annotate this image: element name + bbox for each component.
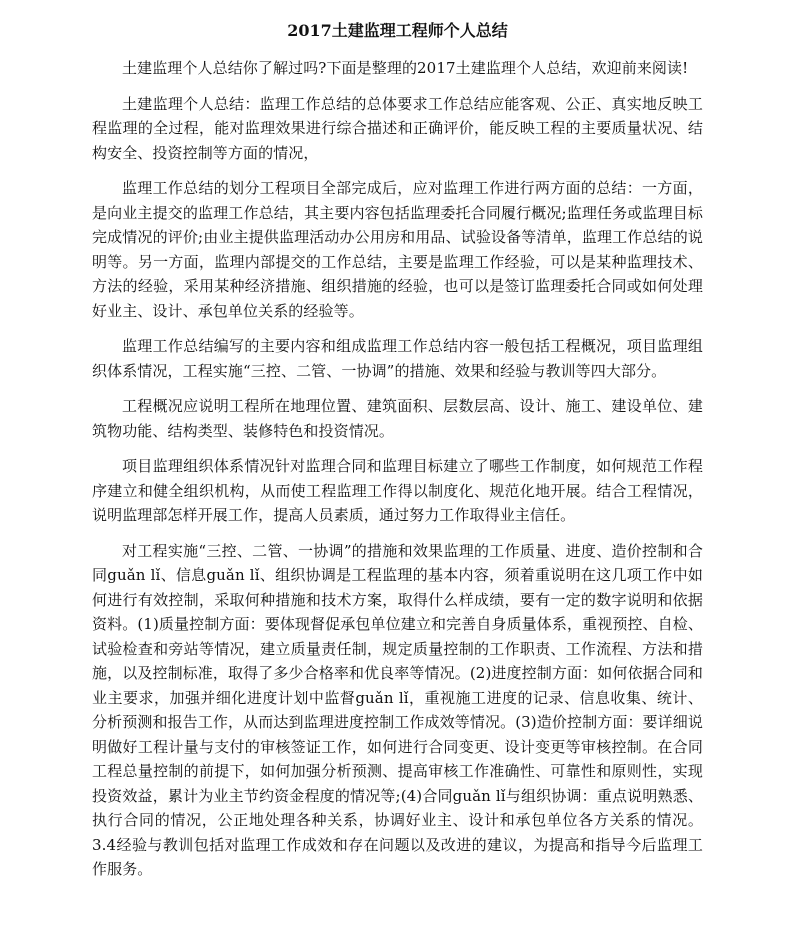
document-title: 2017土建监理工程师个人总结 xyxy=(287,21,508,40)
paragraph-organization: 项目监理组织体系情况针对监理合同和监理目标建立了哪些工作制度，如何规范工作程序建立和健全组织机构，从而使工程监理工作得以制度化、规范化地开展。结合工程情况，说明监理部怎样开展工作，提高人员素质，通过努力工作取得业主信任。 xyxy=(92,457,703,524)
paragraph-content: 监理工作总结编写的主要内容和组成监理工作总结内容一般包括工程概况，项目监理组织体系情况，工程实施“三控、二管、一协调”的措施、效果和经验与教训等四大部分。 xyxy=(92,337,703,380)
paragraph-intro: 土建监理个人总结你了解过吗?下面是整理的2017土建监理个人总结，欢迎前来阅读! xyxy=(122,59,689,77)
paragraph-overview: 土建监理个人总结：监理工作总结的总体要求工作总结应能客观、公正、真实地反映工程监理的全过程，能对监理效果进行综合描述和正确评价，能反映工程的主要质量状况、结构安全、投资控制等方面的情况， xyxy=(92,94,703,162)
paragraph-division: 监理工作总结的划分工程项目全部完成后，应对监理工作进行两方面的总结：一方面，是向业主提交的监理工作总结，其主要内容包括监理委托合同履行概况;监理任务或监理目标完成情况的评价;由业主提供监理活动办公用房和用品、试验设备等清单，监理工作总结的说明等。另一方面，监理内部提交的工作总结，主要是监理工作经验，可以是某种监理技术、方法的经验，采用某种经济措施、组织措施的经验，也可以是签订监理委托合同或如何处理好业主、设计、承包单位关系的经验等。 xyxy=(92,179,703,320)
paragraph-implementation: 对工程实施“三控、二管、一协调”的措施和效果监理的工作质量、进度、造价控制和合同guǎn lǐ、信息guǎn lǐ、组织协调是工程监理的基本内容，须着重说明在这几项工作中如何进行有效控制，采取何种措施和技术方案，取得什么样成绩，要有一定的数字说明和依据资料。(1)质量控制方面：要体现督促承包单位建立和完善自身质量体系，重视预控、自检、试验检查和旁站等情况，建立质量责任制，规定质量控制的工作职责、工作流程、方法和措施，以及控制标准，取得了多少合格率和优良率等情况。(2)进度控制方面：如何依据合同和业主要求，加强并细化进度计划中监督guǎn lǐ，重视施工进度的记录、信息收集、统计、分析预测和报告工作，从而达到监理进度控制工作成效等情况。(3)造价控制方面：要详细说明做好工程计量与支付的审核签证工作，如何进行合同变更、设计变更等审核控制。在合同工程总量控制的前提下，如何加强分析预测、提高审核工作准确性、可靠性和原则性，实现投资效益，累计为业主节约资金程度的情况等;(4)合同guǎn lǐ与组织协调：重点说明熟悉、执行合同的情况，公正地处理各种关系，协调好业主、设计和承包单位各方关系的情况。3.4经验与教训包括对监理工作成效和存在问题以及改进的建议，为提高和指导今后监理工作服务。 xyxy=(92,541,703,878)
paragraph-project-overview: 工程概况应说明工程所在地理位置、建筑面积、层数层高、设计、施工、建设单位、建筑物功能、结构类型、装修特色和投资情况。 xyxy=(92,397,703,440)
